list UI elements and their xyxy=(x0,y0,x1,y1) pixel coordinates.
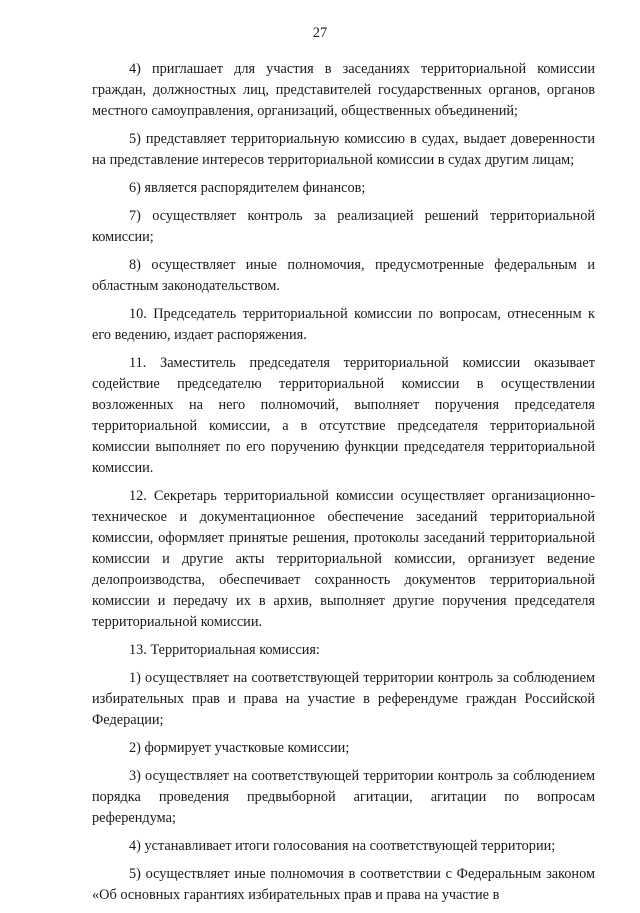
paragraph-commission-item-1: 1) осуществляет на соответствующей территории контроль за соблюдением избирательных прав и права на участие в референдуме граждан Российской Федерации; xyxy=(92,670,595,728)
paragraph-item-6-finances: 6) является распорядителем финансов; xyxy=(129,180,366,196)
paragraph-item-4-invites: 4) приглашает для участия в заседаниях территориальной комиссии граждан, должностных лиц, представителей государственных органов, органов местного самоуправления, организаций, общественных объединений; xyxy=(92,61,595,119)
document-body xyxy=(92,59,595,913)
paragraph-commission-item-2: 2) формирует участковые комиссии; xyxy=(129,740,350,756)
paragraph-item-8-other-powers: 8) осуществляет иные полномочия, предусмотренные федеральным и областным законодательством. xyxy=(92,257,595,294)
paragraph-item-7-control: 7) осуществляет контроль за реализацией решений территориальной комиссии; xyxy=(92,208,595,245)
paragraph-commission-item-4: 4) устанавливает итоги голосования на соответствующей территории; xyxy=(129,838,556,854)
paragraph-section-13-commission: 13. Территориальная комиссия: xyxy=(129,642,320,658)
page-number: 27 xyxy=(312,25,328,41)
paragraph-section-10-chairman: 10. Председатель территориальной комиссии по вопросам, отнесенным к его ведению, издает распоряжения. xyxy=(92,306,595,343)
paragraph-commission-item-3: 3) осуществляет на соответствующей территории контроль за соблюдением порядка проведения предвыборной агитации, агитации по вопросам референдума; xyxy=(92,768,595,826)
paragraph-section-11-deputy: 11. Заместитель председателя территориальной комиссии оказывает содействие председателю территориальной комиссии в осуществлении возложенных на него полномочий, выполняет поручения председателя территориальной комиссии, а в отсутствие председателя территориальной комиссии выполняет по его поручению функции председателя территориальной комиссии. xyxy=(92,355,595,476)
paragraph-commission-item-5: 5) осуществляет иные полномочия в соответствии с Федеральным законом «Об основных гарантиях избирательных прав и права на участие в xyxy=(92,866,595,903)
paragraph-section-12-secretary: 12. Секретарь территориальной комиссии осуществляет организационно-техническое и документационное обеспечение заседаний территориальной комиссии, оформляет принятые решения, протоколы заседаний территориальной комиссии и другие акты территориальной комиссии, организует ведение делопроизводства, обеспечивает сохранность документов территориальной комиссии и передачу их в архив, выполняет другие поручения председателя территориальной комиссии. xyxy=(92,488,595,630)
paragraph-item-5-represents: 5) представляет территориальную комиссию в судах, выдает доверенности на представление интересов территориальной комиссии в судах другим лицам; xyxy=(92,131,595,168)
